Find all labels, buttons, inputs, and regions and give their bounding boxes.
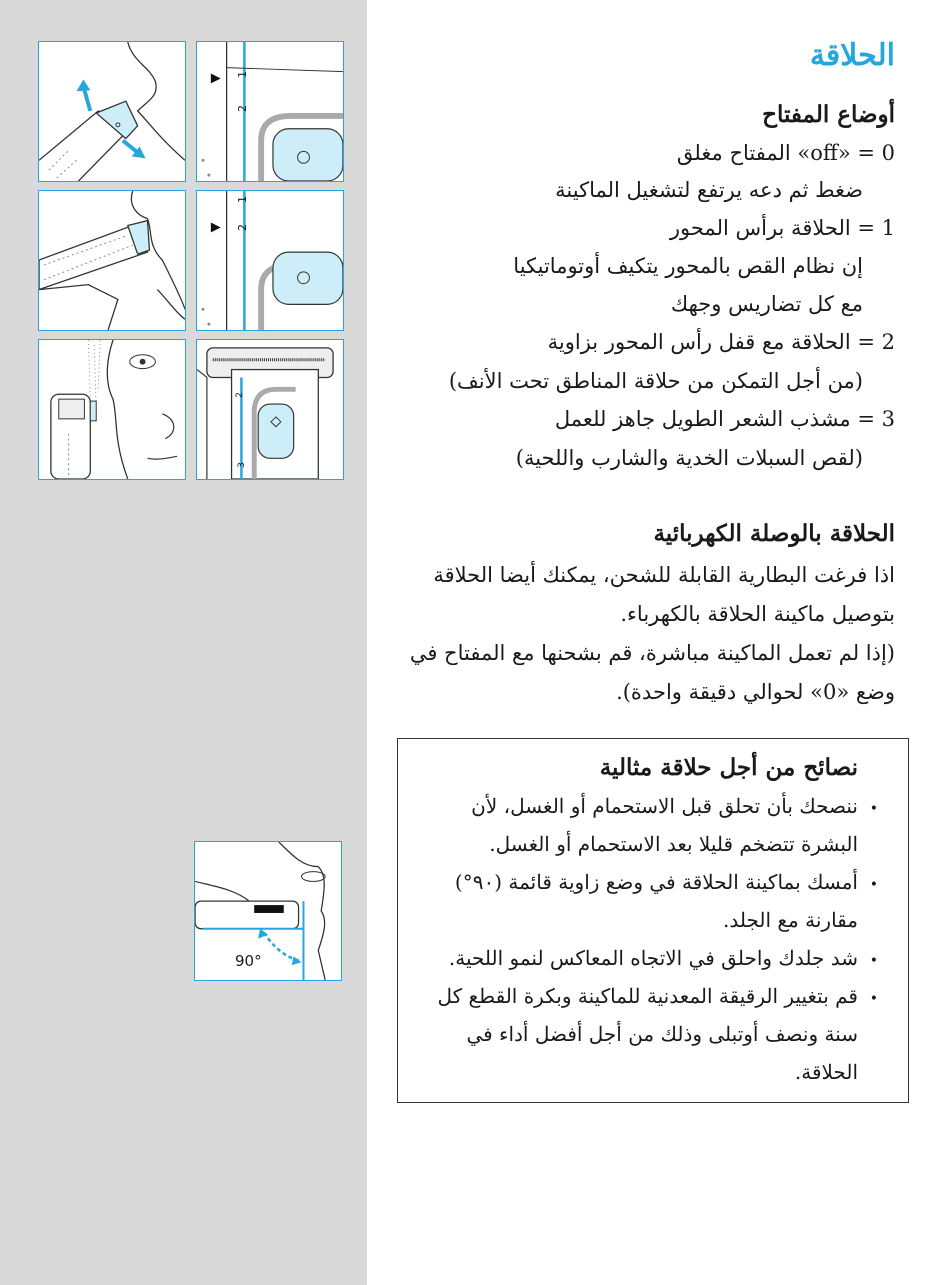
figure-long-hair-trimmer (38, 339, 186, 480)
switch-mark-2: 2 (236, 224, 249, 231)
switch-line: 1 = الحلاقة برأس المحور (669, 216, 895, 240)
switch-line: 0 = «off» المفتاح مغلق (676, 141, 895, 165)
switch-line: 3 = مشذب الشعر الطويل جاهز للعمل (554, 407, 895, 431)
switch-line: (لقص السبلات الخدية والشارب واللحية) (515, 446, 863, 470)
switch-line: (من أجل التمكن من حلاقة المناطق تحت الأنف) (448, 369, 863, 393)
bullet-icon: • (869, 991, 878, 1007)
switch-mark-2: 2 (236, 105, 249, 112)
bullet-icon: • (869, 953, 878, 969)
switch-positions-heading: أوضاع المفتاح (762, 101, 895, 128)
switch-mark-2: 2 (234, 392, 245, 398)
figure-shaving-angle (194, 841, 342, 981)
tip-line: مقارنة مع الجلد. (723, 908, 858, 932)
figure-switch-position-1 (196, 41, 344, 182)
bullet-icon: • (869, 877, 878, 893)
figure-shaver-at-cheek (38, 190, 186, 331)
switch-mark-1: 1 (236, 196, 249, 203)
cord-line: اذا فرغت البطارية القابلة للشحن، يمكنك أيضا الحلاقة (433, 563, 895, 587)
tip-line: سنة ونصف أوتبلى وذلك من أجل أفضل أداء في (466, 1022, 858, 1046)
tips-heading: نصائح من أجل حلاقة مثالية (599, 754, 858, 781)
tip-line: البشرة تتضخم قليلا بعد الاستحمام أو الغسل. (489, 832, 858, 856)
page-title: الحلاقة (809, 38, 895, 73)
tip-line: أمسك بماكينة الحلاقة في وضع زاوية قائمة (٩٠°) (454, 870, 858, 894)
switch-mark-3: 3 (236, 462, 247, 468)
switch-line: مع كل تضاريس وجهك (670, 292, 863, 316)
figure-switch-position-3 (196, 339, 344, 480)
switch-line: 2 = الحلاقة مع قفل رأس المحور بزاوية (547, 330, 895, 354)
switch-line: ضغط ثم دعه يرتفع لتشغيل الماكينة (555, 178, 863, 202)
switch-mark-1: 1 (236, 71, 249, 78)
tip-line: شد جلدك واحلق في الاتجاه المعاكس لنمو اللحية. (448, 946, 858, 970)
cord-line: وضع «0» لحوالي دقيقة واحدة). (616, 680, 895, 704)
cord-shaving-heading: الحلاقة بالوصلة الكهربائية (653, 520, 895, 547)
tip-line: قم بتغيير الرقيقة المعدنية للماكينة وبكرة القطع كل (437, 984, 858, 1008)
tips-box (397, 738, 909, 1103)
bullet-icon: • (869, 801, 878, 817)
tip-line: الحلاقة. (794, 1060, 858, 1084)
angle-label: 90° (235, 952, 262, 970)
tip-line: ننصحك بأن تحلق قبل الاستحمام أو الغسل، لأن (471, 794, 858, 818)
figure-shaver-pivot (38, 41, 186, 182)
figure-switch-position-2 (196, 190, 344, 331)
switch-line: إن نظام القص بالمحور يتكيف أوتوماتيكيا (513, 254, 863, 278)
cord-line: (إذا لم تعمل الماكينة مباشرة، قم بشحنها مع المفتاح في (409, 641, 895, 665)
cord-line: بتوصيل ماكينة الحلاقة بالكهرباء. (620, 602, 895, 626)
